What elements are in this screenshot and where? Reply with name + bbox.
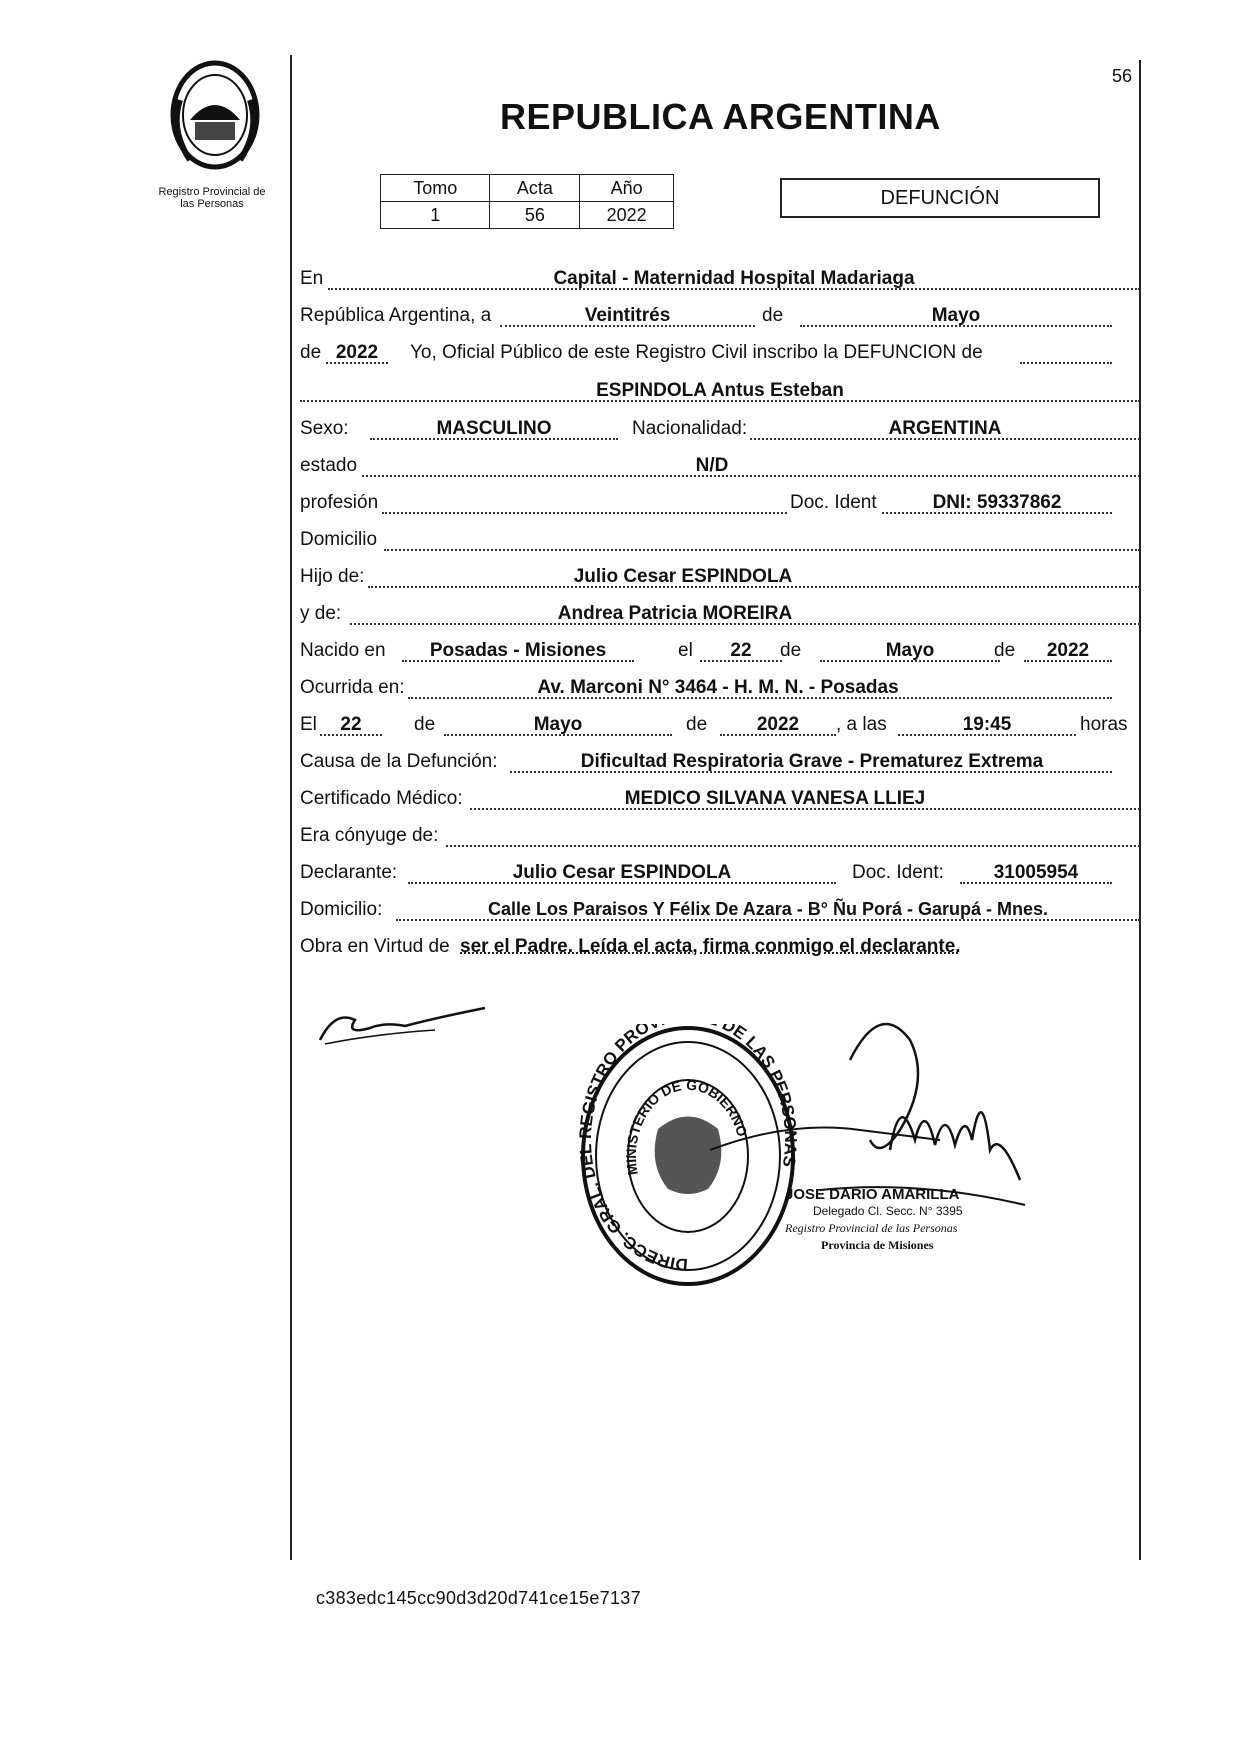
yo-dotted-line	[1020, 342, 1112, 364]
province-seal	[160, 60, 270, 180]
yde-value: Andrea Patricia MOREIRA	[557, 603, 793, 624]
death-de2-label: de	[686, 714, 708, 735]
cert-label: Certificado Médico:	[300, 788, 463, 809]
record-table	[380, 174, 674, 229]
acta-value: 56	[490, 202, 580, 229]
record-day: Veintitrés	[584, 305, 671, 326]
conyuge-dotted-line	[446, 825, 1140, 847]
decl-doc-value: 31005954	[993, 862, 1079, 883]
registry-line2: las Personas	[180, 198, 244, 210]
republica-label: República Argentina, a	[300, 305, 492, 326]
profesion-dotted-line	[382, 492, 787, 514]
registry-caption	[132, 186, 292, 210]
decl-doc-label: Doc. Ident:	[852, 862, 944, 883]
nacido-month: Mayo	[885, 640, 935, 661]
de-label: de	[762, 305, 784, 326]
ocurrida-value: Av. Marconi N° 3464 - H. M. N. - Posadas	[537, 677, 899, 698]
record-year: 2022	[335, 342, 379, 363]
horas-label: horas	[1080, 714, 1128, 735]
el2-label: El	[300, 714, 317, 735]
deceased-name: ESPINDOLA Antus Esteban	[596, 380, 844, 401]
signer-name: JOSE DARIO AMARILLA	[785, 1186, 960, 1203]
death-de1-label: de	[414, 714, 436, 735]
causa-value: Dificultad Respiratoria Grave - Prematurez Extrema	[580, 751, 1044, 772]
signer-block	[785, 1186, 963, 1254]
nacido-day: 22	[730, 640, 752, 661]
record-month: Mayo	[931, 305, 981, 326]
death-day: 22	[340, 714, 362, 735]
nacionalidad-value: ARGENTINA	[888, 418, 1002, 439]
signer-line3: Provincia de Misiones	[821, 1238, 934, 1252]
stamp-ring-text: DIRECC. GRAL. DE EGISTRO PRO DE LAS PERSO S	[578, 1024, 798, 1275]
en-value: Capital - Maternidad Hospital Madariaga	[553, 268, 915, 289]
left-margin-line	[290, 55, 292, 1560]
nacionalidad-label: Nacionalidad:	[632, 418, 748, 439]
cert-value: MEDICO SILVANA VANESA LLIEJ	[624, 788, 926, 809]
tomo-value: 1	[381, 202, 490, 229]
year-prefix-label: de	[300, 342, 322, 363]
estado-label: estado	[300, 455, 358, 476]
sexo-label: Sexo:	[300, 418, 349, 439]
death-time: 19:45	[962, 714, 1012, 735]
acta-header: Acta	[490, 175, 580, 202]
stamp-inner-text: MINISTERIO DE GOBIERNO	[622, 1076, 751, 1177]
document-type-box: DEFUNCIÓN	[780, 178, 1100, 218]
anio-header: Año	[580, 175, 674, 202]
nacido-year: 2022	[1046, 640, 1090, 661]
official-signature	[700, 1000, 1030, 1215]
conyuge-label: Era cónyuge de:	[300, 825, 439, 846]
obra-value: ser el Padre. Leída el acta, firma conmigo el declarante.	[460, 936, 961, 957]
sexo-value: MASCULINO	[436, 418, 552, 439]
document-hash: c383edc145cc90d3d20d741ce15e7137	[316, 1588, 641, 1608]
obra-label: Obra en Virtud de	[300, 936, 450, 957]
decl-dom-label: Domicilio:	[300, 899, 383, 920]
death-year: 2022	[756, 714, 800, 735]
declarante-label: Declarante:	[300, 862, 398, 883]
signer-line2: Registro Provincial de las Personas	[785, 1221, 958, 1235]
tomo-header: Tomo	[381, 175, 490, 202]
yo-text: Yo, Oficial Público de este Registro Civil inscribo la DEFUNCION de	[410, 342, 983, 363]
page-title: REPUBLICA ARGENTINA	[500, 96, 941, 137]
en-label: En	[300, 268, 324, 289]
nacido-place: Posadas - Misiones	[429, 640, 607, 661]
yde-label: y de:	[300, 603, 342, 624]
nacido-el-label: el	[678, 640, 693, 661]
domicilio-dotted-line	[384, 529, 1140, 551]
hijo-value: Julio Cesar ESPINDOLA	[573, 566, 793, 587]
causa-label: Causa de la Defunción:	[300, 751, 498, 772]
decl-dom-value: Calle Los Paraisos Y Félix De Azara - B° Ñu Porá - Garupá - Mnes.	[487, 899, 1049, 919]
nacido-label: Nacido en	[300, 640, 386, 661]
death-month: Mayo	[533, 714, 583, 735]
registry-line1: Registro Provincial de	[158, 186, 266, 198]
nacido-de1-label: de	[780, 640, 802, 661]
signer-line1: Delegado Cl. Secc. N° 3395	[813, 1204, 963, 1218]
alas-label: , a las	[836, 714, 887, 735]
doc-ident-label: Doc. Ident	[790, 492, 877, 513]
hijo-label: Hijo de:	[300, 566, 365, 587]
declarant-signature	[315, 1000, 495, 1050]
domicilio-label: Domicilio	[300, 529, 378, 550]
page-number: 56	[1112, 66, 1133, 86]
doc-ident-value: DNI: 59337862	[932, 492, 1062, 513]
nacido-de2-label: de	[994, 640, 1016, 661]
estado-value: N/D	[695, 455, 729, 476]
declarante-value: Julio Cesar ESPINDOLA	[512, 862, 732, 883]
anio-value: 2022	[580, 202, 674, 229]
profesion-label: profesión	[300, 492, 379, 513]
ocurrida-label: Ocurrida en:	[300, 677, 405, 698]
